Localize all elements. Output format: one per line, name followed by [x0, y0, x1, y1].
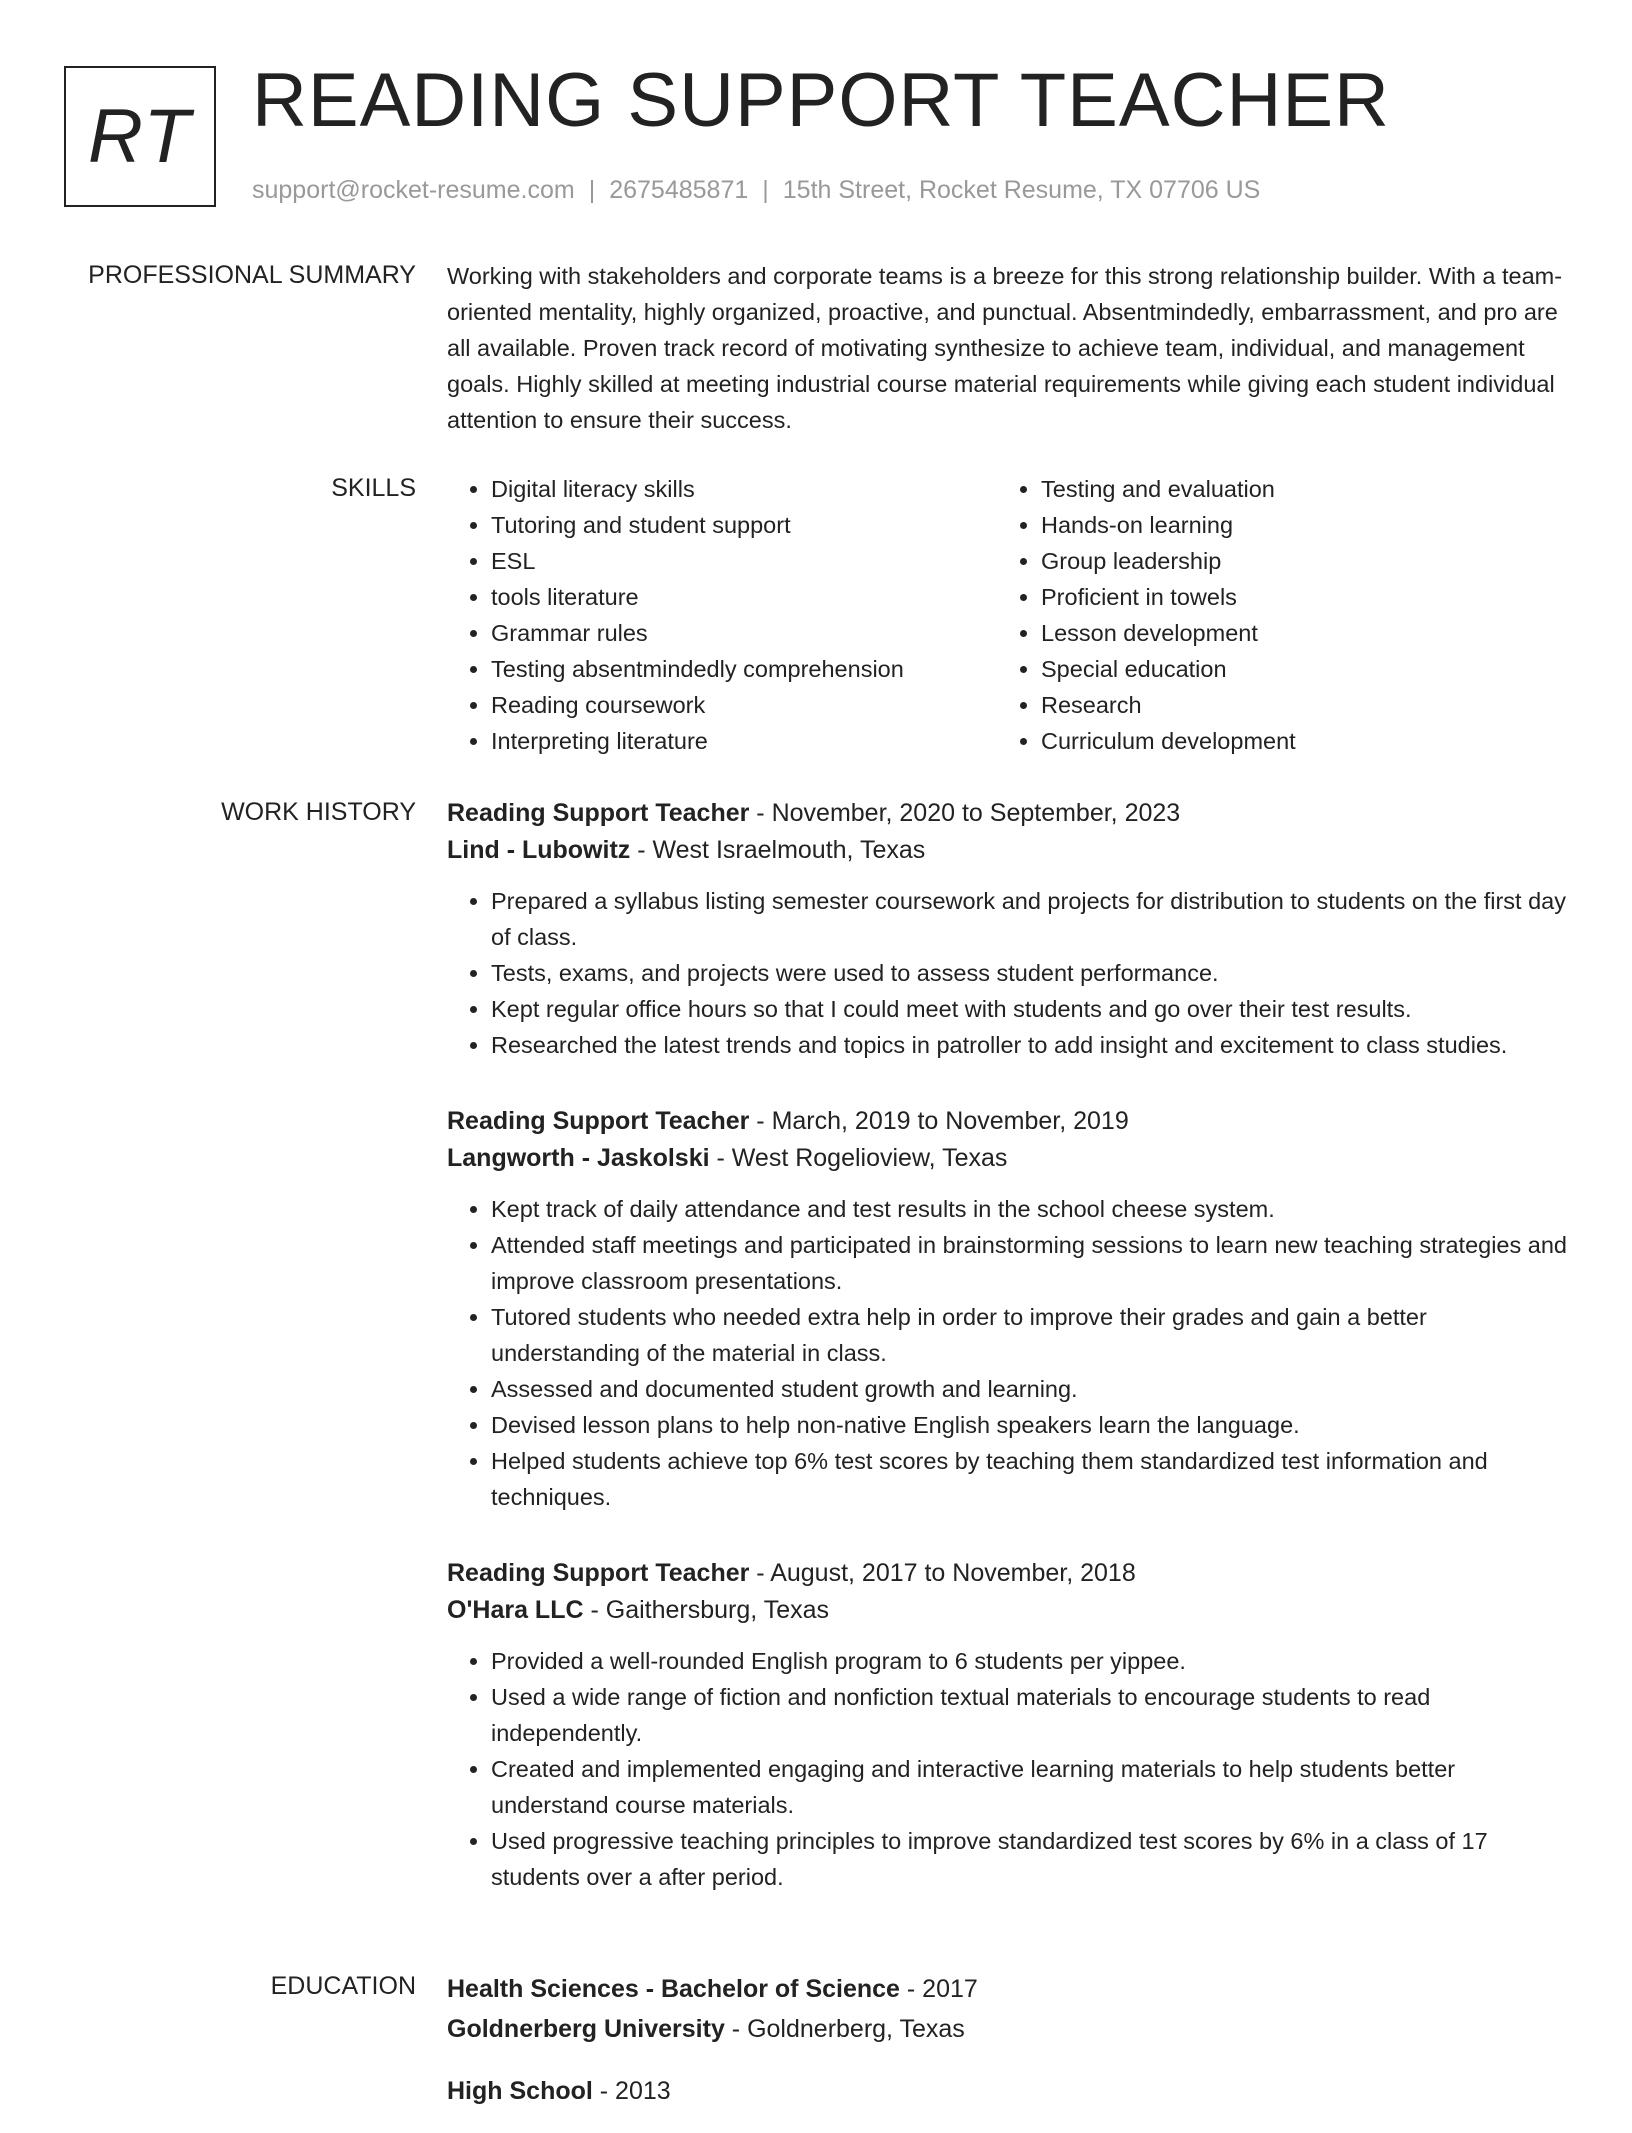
- job-bullet: • Attended staff meetings and participated in brainstorming sessions to learn new teaching strategies and improve classroom presentations.: [491, 1227, 1567, 1299]
- education-degree-line: [447, 1969, 1567, 2009]
- skill-item: • Special education: [1041, 651, 1547, 687]
- job-bullet: • Used progressive teaching principles to improve standardized test scores by 6% in a class of 17 students over a after period.: [491, 1823, 1567, 1895]
- contact-phone: 2675485871: [609, 176, 749, 204]
- education-body: [447, 1969, 1567, 2133]
- skill-item: • Curriculum development: [1041, 723, 1547, 759]
- skills-columns: [447, 471, 1567, 759]
- skill-item: • Digital literacy skills: [491, 471, 997, 507]
- job-dates: - November, 2020 to September, 2023: [749, 799, 1181, 827]
- job-bullet: • Assessed and documented student growth and learning.: [491, 1371, 1567, 1407]
- skills-list-right: [997, 471, 1547, 759]
- skill-item: • Testing absentmindedly comprehension: [491, 651, 997, 687]
- job-title-line: [447, 795, 1567, 832]
- job-company-line: [447, 1592, 1567, 1629]
- skill-item: • Group leadership: [1041, 543, 1547, 579]
- job-location: - Gaithersburg, Texas: [583, 1596, 830, 1624]
- skill-item: • Reading coursework: [491, 687, 997, 723]
- section-label-education: EDUCATION: [270, 1972, 416, 2000]
- section-label-skills: SKILLS: [331, 474, 416, 502]
- education-entry: [447, 2071, 1567, 2111]
- job-bullet: • Tests, exams, and projects were used to assess student performance.: [491, 955, 1567, 991]
- summary-body: [447, 258, 1567, 438]
- contact-line: [252, 174, 1260, 206]
- skill-item: • Research: [1041, 687, 1547, 723]
- skills-body: [447, 471, 1567, 759]
- education-location: - Goldnerberg, Texas: [724, 2015, 965, 2043]
- skill-item: • Hands-on learning: [1041, 507, 1547, 543]
- job-bullet: • Kept regular office hours so that I could meet with students and go over their test results.: [491, 991, 1567, 1027]
- contact-separator: |: [762, 176, 769, 204]
- skill-item: • ESL: [491, 543, 997, 579]
- job-bullet: • Researched the latest trends and topics in patroller to add insight and excitement to class studies.: [491, 1027, 1567, 1063]
- summary-text: Working with stakeholders and corporate teams is a breeze for this strong relationship builder. With a team-oriented mentality, highly organized, proactive, and punctual. Absentmindedly, embarrassment, and pro are all available. Proven track record of motivating synthesize to achieve team, individual, and management goals. Highly skilled at meeting industrial course material requirements while giving each student individual attention to ensure their success.: [447, 263, 1563, 433]
- skill-item: • Interpreting literature: [491, 723, 997, 759]
- job-bullets: [447, 1643, 1567, 1895]
- job-location: - West Rogelioview, Texas: [709, 1144, 1008, 1172]
- job-company: O'Hara LLC: [447, 1596, 584, 1624]
- job-location: - West Israelmouth, Texas: [630, 836, 926, 864]
- contact-address: 15th Street, Rocket Resume, TX 07706 US: [782, 176, 1261, 204]
- skill-item: • Proficient in towels: [1041, 579, 1547, 615]
- education-school-line: [447, 2009, 1567, 2049]
- skill-item: • Tutoring and student support: [491, 507, 997, 543]
- education-year: - 2017: [899, 1975, 978, 2003]
- job-company-line: [447, 832, 1567, 869]
- job-bullet: • Used a wide range of fiction and nonfiction textual materials to encourage students to read independently.: [491, 1679, 1567, 1751]
- job-title: Reading Support Teacher: [447, 799, 750, 827]
- job-bullets: [447, 883, 1567, 1063]
- job-company: Langworth - Jaskolski: [447, 1144, 710, 1172]
- work-history-body: [447, 795, 1567, 1935]
- education-entry: [447, 1969, 1567, 2049]
- education-degree: High School: [447, 2077, 593, 2105]
- job-bullet: • Created and implemented engaging and interactive learning materials to help students better understand course materials.: [491, 1751, 1567, 1823]
- contact-email: support@rocket-resume.com: [252, 176, 575, 204]
- job-entry: [447, 1103, 1567, 1515]
- job-entry: [447, 1555, 1567, 1895]
- skills-list-left: [447, 471, 997, 759]
- job-bullets: [447, 1191, 1567, 1515]
- skill-item: • Lesson development: [1041, 615, 1547, 651]
- job-title-line: [447, 1103, 1567, 1140]
- job-title: Reading Support Teacher: [447, 1559, 750, 1587]
- section-label-summary: PROFESSIONAL SUMMARY: [88, 261, 416, 289]
- job-title: Reading Support Teacher: [447, 1107, 750, 1135]
- job-bullet: • Helped students achieve top 6% test scores by teaching them standardized test information and techniques.: [491, 1443, 1567, 1515]
- monogram-initials: RT: [88, 94, 192, 179]
- education-degree-line: [447, 2071, 1567, 2111]
- monogram-box: [64, 66, 216, 207]
- contact-separator: |: [588, 176, 596, 204]
- education-degree: Health Sciences - Bachelor of Science: [447, 1975, 900, 2003]
- job-entry: [447, 795, 1567, 1063]
- job-dates: - August, 2017 to November, 2018: [749, 1559, 1136, 1587]
- job-bullet: • Devised lesson plans to help non-native English speakers learn the language.: [491, 1407, 1567, 1443]
- job-dates: - March, 2019 to November, 2019: [749, 1107, 1129, 1135]
- skill-item: • tools literature: [491, 579, 997, 615]
- job-bullet: • Provided a well-rounded English program to 6 students per yippee.: [491, 1643, 1567, 1679]
- page-title: READING SUPPORT TEACHER: [252, 58, 1390, 143]
- job-bullet: • Tutored students who needed extra help in order to improve their grades and gain a better understanding of the material in class.: [491, 1299, 1567, 1371]
- skill-item: • Grammar rules: [491, 615, 997, 651]
- skill-item: • Testing and evaluation: [1041, 471, 1547, 507]
- education-school: Goldnerberg University: [447, 2015, 725, 2043]
- education-year: - 2013: [592, 2077, 671, 2105]
- job-company-line: [447, 1140, 1567, 1177]
- job-title-line: [447, 1555, 1567, 1592]
- job-company: Lind - Lubowitz: [447, 836, 631, 864]
- job-bullet: • Prepared a syllabus listing semester coursework and projects for distribution to students on the first day of class.: [491, 883, 1567, 955]
- job-bullet: • Kept track of daily attendance and test results in the school cheese system.: [491, 1191, 1567, 1227]
- section-label-work-history: WORK HISTORY: [221, 798, 416, 826]
